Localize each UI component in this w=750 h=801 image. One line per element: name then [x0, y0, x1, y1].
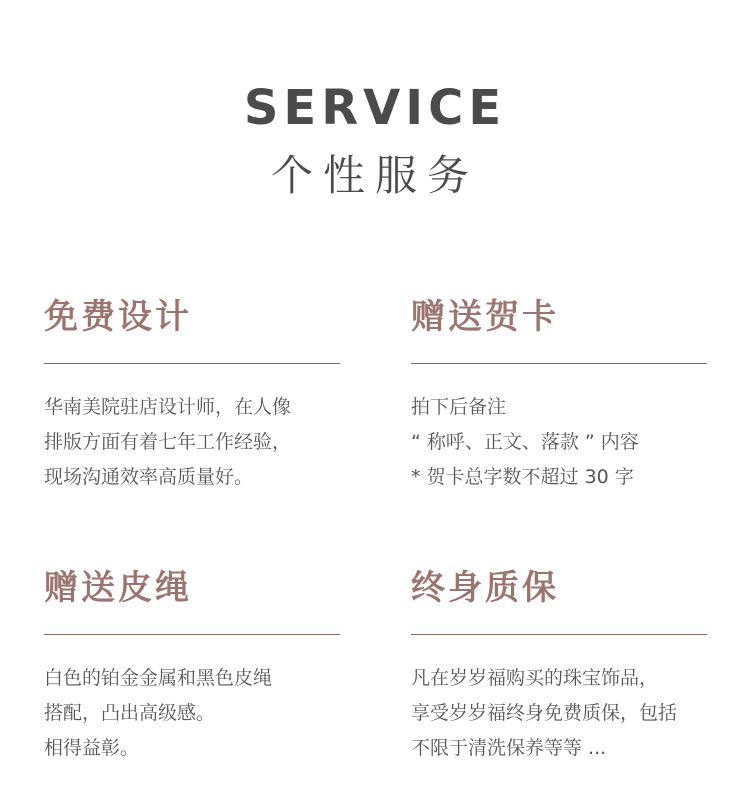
- divider: [44, 363, 340, 364]
- description-line: “ 称呼、正文、落款 ” 内容: [411, 431, 639, 453]
- page-title-english: SERVICE: [243, 80, 507, 136]
- card-description: [411, 661, 707, 766]
- description-line: 排版方面有着七年工作经验，: [44, 431, 292, 453]
- description-line: 现场沟通效率高质量好。: [44, 466, 254, 488]
- description-line: 享受岁岁福终身免费质保，包括: [411, 702, 678, 724]
- divider: [44, 634, 340, 635]
- description-line: 华南美院驻店设计师，在人像: [44, 396, 292, 418]
- card-description: [44, 661, 340, 766]
- description-line: 拍下后备注: [411, 396, 507, 418]
- description-line: 凡在岁岁福购买的珠宝饰品，: [411, 667, 659, 689]
- description-line: 不限于清洗保养等等 ...: [411, 737, 607, 759]
- card-heading: 赠送皮绳: [44, 568, 192, 608]
- description-line: 白色的铂金金属和黑色皮绳: [44, 667, 273, 689]
- card-heading: 免费设计: [44, 297, 192, 337]
- divider: [411, 363, 707, 364]
- description-line: 相得益彰。: [44, 737, 140, 759]
- service-card-leather-cord: [44, 566, 340, 766]
- page-title-chinese: 个性服务: [270, 151, 479, 200]
- service-card-free-design: [44, 295, 340, 495]
- card-heading: 终身质保: [411, 568, 559, 608]
- description-line: 搭配，凸出高级感。: [44, 702, 216, 724]
- service-card-lifetime-warranty: [411, 566, 707, 766]
- card-heading: 赠送贺卡: [411, 297, 559, 337]
- description-line: * 贺卡总字数不超过 30 字: [411, 466, 634, 488]
- divider: [411, 634, 707, 635]
- service-card-greeting-card: [411, 295, 707, 495]
- card-description: [44, 390, 340, 495]
- card-description: [411, 390, 707, 495]
